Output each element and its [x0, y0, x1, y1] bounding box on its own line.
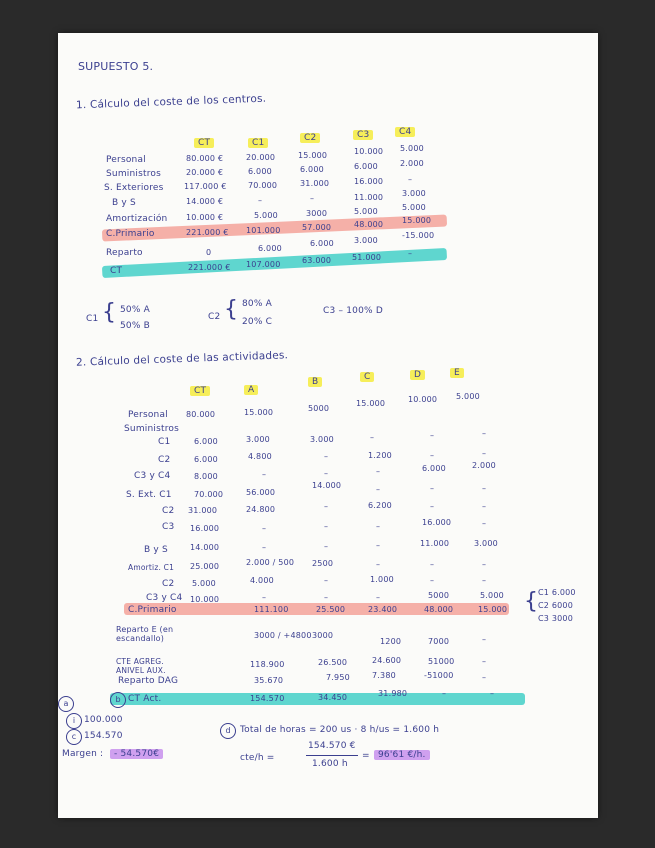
s2-cell: 16.000 [422, 518, 452, 527]
s2-cell: 80.000 [186, 410, 216, 419]
s2-cell: – [482, 484, 487, 493]
s2-cell: 10.000 [190, 595, 220, 604]
s1-col-ct: CT [194, 138, 214, 148]
s2-cell: – [482, 519, 487, 528]
s2-cell: 5000 [308, 404, 330, 413]
s2-cell: 24.800 [246, 505, 276, 514]
brace-icon: { [524, 589, 538, 614]
s1-cell: 107.000 [246, 260, 281, 269]
s1-cell: 6.000 [258, 244, 282, 253]
s1-cell: 15.000 [402, 216, 432, 225]
s1-cell: 14.000 € [186, 197, 224, 206]
s1-cell: 6.000 [354, 162, 378, 171]
s2-cell: – [482, 449, 487, 458]
s2-row-label: C3 y C4 [146, 593, 183, 603]
s2-row-label: C3 y C4 [134, 471, 171, 481]
s2-row-label: B y S [144, 545, 168, 555]
s2-cell: – [324, 502, 329, 511]
s1-cell: 51.000 [352, 253, 382, 262]
s2-cell: – [482, 673, 487, 682]
fraction-line [306, 755, 358, 756]
s2-cell: – [370, 433, 375, 442]
split-c1-b: 50% B [120, 321, 151, 331]
s1-cell: 101.000 [246, 226, 281, 235]
s1-row-label: Amortización [106, 214, 168, 224]
s1-cell: 16.000 [354, 177, 384, 186]
s2-cell: 11.000 [420, 539, 450, 548]
s2-cell: – [376, 593, 381, 602]
s2-row-label: S. Ext. C1 [126, 490, 172, 500]
split-c3: C3 – 100% D [323, 306, 383, 316]
s2-cell: – [430, 451, 435, 460]
s2-cell: 15.000 [478, 605, 508, 614]
s2-row-label: C.Primario [128, 605, 177, 615]
s2-row-label: Personal [128, 410, 168, 420]
s1-row-label: Suministros [106, 169, 162, 179]
s2-cell: -51000 [424, 671, 454, 680]
s2-cell: 3.000 [474, 539, 498, 548]
s2-col-a: A [244, 385, 258, 395]
answer-marker-d: d [220, 723, 236, 739]
s2-cell: 5.000 [192, 579, 216, 588]
s2-cell: – [376, 485, 381, 494]
s1-cell: 3000 [306, 209, 328, 218]
s1-cell: 2.000 [400, 159, 424, 168]
s2-cell: – [324, 469, 329, 478]
s2-row-label: Reparto E (en escandallo) [116, 625, 174, 643]
s1-cell: 15.000 [298, 151, 328, 160]
margin-value: - 54.570€ [110, 749, 163, 759]
s2-cell: 3.000 [246, 435, 270, 444]
s1-cell: 6.000 [300, 165, 324, 174]
s2-cell: 31.000 [188, 506, 218, 515]
s1-cell: 3.000 [354, 236, 378, 245]
s1-cell: 31.000 [300, 179, 330, 188]
answer-c-value: 154.570 [84, 731, 123, 741]
s1-row-label: C.Primario [106, 229, 155, 239]
s2-col-c: C [360, 372, 374, 382]
answer-i-value: 100.000 [84, 715, 123, 725]
s1-cell: 221.000 € [186, 228, 229, 237]
s1-cell: 5.000 [354, 207, 378, 216]
s1-row-label: Personal [106, 155, 146, 165]
s2-cell: – [482, 560, 487, 569]
s2-row-label: C2 [158, 455, 171, 465]
s2-row-label: C2 [162, 579, 175, 589]
fraction-denominator: 1.600 h [312, 759, 348, 769]
section2-heading: 2. Cálculo del coste de las actividades. [75, 349, 289, 369]
s2-cell: 1.200 [368, 451, 392, 460]
paper-sheet [58, 33, 598, 818]
s2-cell: 26.500 [318, 658, 348, 667]
s1-col-c4: C4 [395, 127, 415, 137]
s2-cell: – [482, 635, 487, 644]
answer-marker-b: b [110, 692, 126, 708]
s2-cell: 23.400 [368, 605, 398, 614]
s2-col-b: B [308, 377, 322, 387]
s2-row-label: C3 [162, 522, 175, 532]
s2-cell: 15.000 [244, 408, 274, 417]
s2-cell: 1200 [380, 637, 402, 646]
s2-cell: – [324, 576, 329, 585]
split-c1-a: 50% A [120, 305, 151, 315]
s2-cell: – [482, 502, 487, 511]
section1-heading: 1. Cálculo del coste de los centros. [75, 92, 267, 112]
s2-cell: 111.100 [254, 605, 289, 614]
s2-cell: 4.800 [248, 452, 272, 461]
s1-cell: 5.000 [254, 211, 278, 220]
s2-cell: 34.450 [318, 693, 348, 702]
s1-col-c3: C3 [353, 130, 373, 140]
brace-icon: { [102, 300, 116, 325]
s2-cell: 24.600 [372, 656, 402, 665]
s2-cell: 7.950 [326, 673, 350, 682]
s2-cell: – [262, 470, 267, 479]
s1-cell: 6.000 [310, 239, 334, 248]
s2-cell: 14.000 [190, 543, 220, 552]
s2-cell: – [482, 657, 487, 666]
s2-cell: – [376, 522, 381, 531]
split-c2-label: C2 [208, 312, 221, 322]
s2-cell: – [324, 593, 329, 602]
s1-row-label: CT [110, 266, 123, 276]
s2-cell: 7000 [428, 637, 450, 646]
s2-cell: 56.000 [246, 488, 276, 497]
s2-cell: 6.000 [194, 437, 218, 446]
s1-cell: 57.000 [302, 223, 332, 232]
s1-cell: 63.000 [302, 256, 332, 265]
s2-cell: – [482, 429, 487, 438]
s2-cell: – [376, 560, 381, 569]
s2-cell: 3000 [312, 631, 334, 640]
brace-icon: { [224, 297, 238, 322]
s1-cell: 10.000 € [186, 213, 224, 222]
s2-row-label: C2 [162, 506, 175, 516]
cte-label: cte/h = [240, 753, 275, 763]
s1-cell: 20.000 € [186, 168, 224, 177]
s2-cell: 8.000 [194, 472, 218, 481]
answer-marker-a: a [58, 696, 74, 712]
split-c1-label: C1 [86, 314, 99, 324]
s2-col-d: D [410, 370, 425, 380]
s2-cell: 2500 [312, 559, 334, 568]
s2-col-e: E [450, 368, 464, 378]
s2-cell: – [430, 484, 435, 493]
s1-row-label: Reparto [106, 248, 143, 258]
s2-cell: 31.980 [378, 689, 408, 698]
s1-cell: 20.000 [246, 153, 276, 162]
s2-cell: – [442, 689, 447, 698]
s2-cell: 4.000 [250, 576, 274, 585]
s2-cell: – [324, 452, 329, 461]
s2-row-label: C1 [158, 437, 171, 447]
s1-cell: 117.000 € [184, 182, 227, 191]
s2-cell: – [430, 576, 435, 585]
s1-cell: 70.000 [248, 181, 278, 190]
fraction-numerator: 154.570 € [308, 741, 356, 751]
s2-cell: 5.000 [456, 392, 480, 401]
s2-cell: 35.670 [254, 676, 284, 685]
s2-cell: – [430, 560, 435, 569]
answer-marker-i: i [66, 713, 82, 729]
s1-cell: – [310, 194, 315, 203]
s2-cell: 3.000 [310, 435, 334, 444]
page-title: SUPUESTO 5. [78, 60, 154, 73]
s1-cell: 3.000 [402, 189, 426, 198]
s1-cell: – [408, 175, 413, 184]
s1-cell: 5.000 [400, 144, 424, 153]
s2-cell: – [324, 522, 329, 531]
s1-cell: 5.000 [402, 203, 426, 212]
s2-cell: 7.380 [372, 671, 396, 680]
s2-cell: – [430, 502, 435, 511]
s1-col-c2: C2 [300, 133, 320, 143]
s2-cell: – [376, 467, 381, 476]
s2-cell: 6.000 [422, 464, 446, 473]
s2-cell: – [262, 524, 267, 533]
side-note: C3 3000 [538, 614, 573, 623]
equals-sign: = [362, 751, 370, 761]
total-hours: Total de horas = 200 us · 8 h/us = 1.600 h [240, 725, 440, 735]
s1-cell: 221.000 € [188, 263, 231, 272]
s2-cell: 48.000 [424, 605, 454, 614]
s2-cell: 70.000 [194, 490, 224, 499]
s2-cell: – [324, 542, 329, 551]
s2-cell: – [376, 541, 381, 550]
s2-cell: 5.000 [480, 591, 504, 600]
s1-cell: – [408, 249, 413, 258]
s2-cell: 10.000 [408, 395, 438, 404]
s2-cell: 118.900 [250, 660, 285, 669]
s2-cell: 6.000 [194, 455, 218, 464]
s2-cell: 2.000 / 500 [246, 558, 295, 567]
s1-row-label: S. Exteriores [104, 183, 164, 193]
s2-cell: 15.000 [356, 399, 386, 408]
s1-row-label: B y S [112, 198, 136, 208]
answer-marker-c: c [66, 729, 82, 745]
s1-col-c1: C1 [248, 138, 268, 148]
s2-cell: – [262, 543, 267, 552]
s2-cell: 16.000 [190, 524, 220, 533]
s2-row-label: Suministros [124, 424, 180, 434]
s2-row-label: CTE AGREG. ANIVEL AUX. [116, 657, 166, 675]
s2-cell: 51000 [428, 657, 455, 666]
s1-cell: 6.000 [248, 167, 272, 176]
cost-per-hour-result: 96'61 €/h. [374, 750, 430, 760]
s1-cell: -15.000 [402, 231, 435, 240]
s1-cell: 80.000 € [186, 154, 224, 163]
s1-cell: 0 [206, 248, 212, 257]
s2-row-label: Reparto DAG [118, 676, 179, 686]
s2-row-label: CT Act. [128, 694, 162, 704]
s1-cell: 48.000 [354, 220, 384, 229]
s2-cell: 3000 / +4800 [254, 631, 312, 640]
s2-cell: 5000 [428, 591, 450, 600]
split-c2-c: 20% C [242, 317, 273, 327]
s2-cell: – [430, 431, 435, 440]
s2-cell: 25.000 [190, 562, 220, 571]
s2-cell: 6.200 [368, 501, 392, 510]
s2-cell: – [490, 689, 495, 698]
s2-row-label: Amortiz. C1 [128, 563, 175, 572]
side-note: C1 6.000 [538, 588, 576, 597]
s2-cell: 14.000 [312, 481, 342, 490]
margin-label: Margen : [62, 749, 104, 759]
s2-cell: 2.000 [472, 461, 496, 470]
s2-cell: 154.570 [250, 694, 285, 703]
s2-cell: – [482, 576, 487, 585]
s1-cell: – [258, 196, 263, 205]
s2-cell: – [262, 593, 267, 602]
s1-cell: 11.000 [354, 193, 384, 202]
s2-cell: 25.500 [316, 605, 346, 614]
s2-cell: 1.000 [370, 575, 394, 584]
split-c2-a: 80% A [242, 299, 273, 309]
side-note: C2 6000 [538, 601, 573, 610]
s1-cell: 10.000 [354, 147, 384, 156]
s2-col-ct: CT [190, 386, 210, 396]
